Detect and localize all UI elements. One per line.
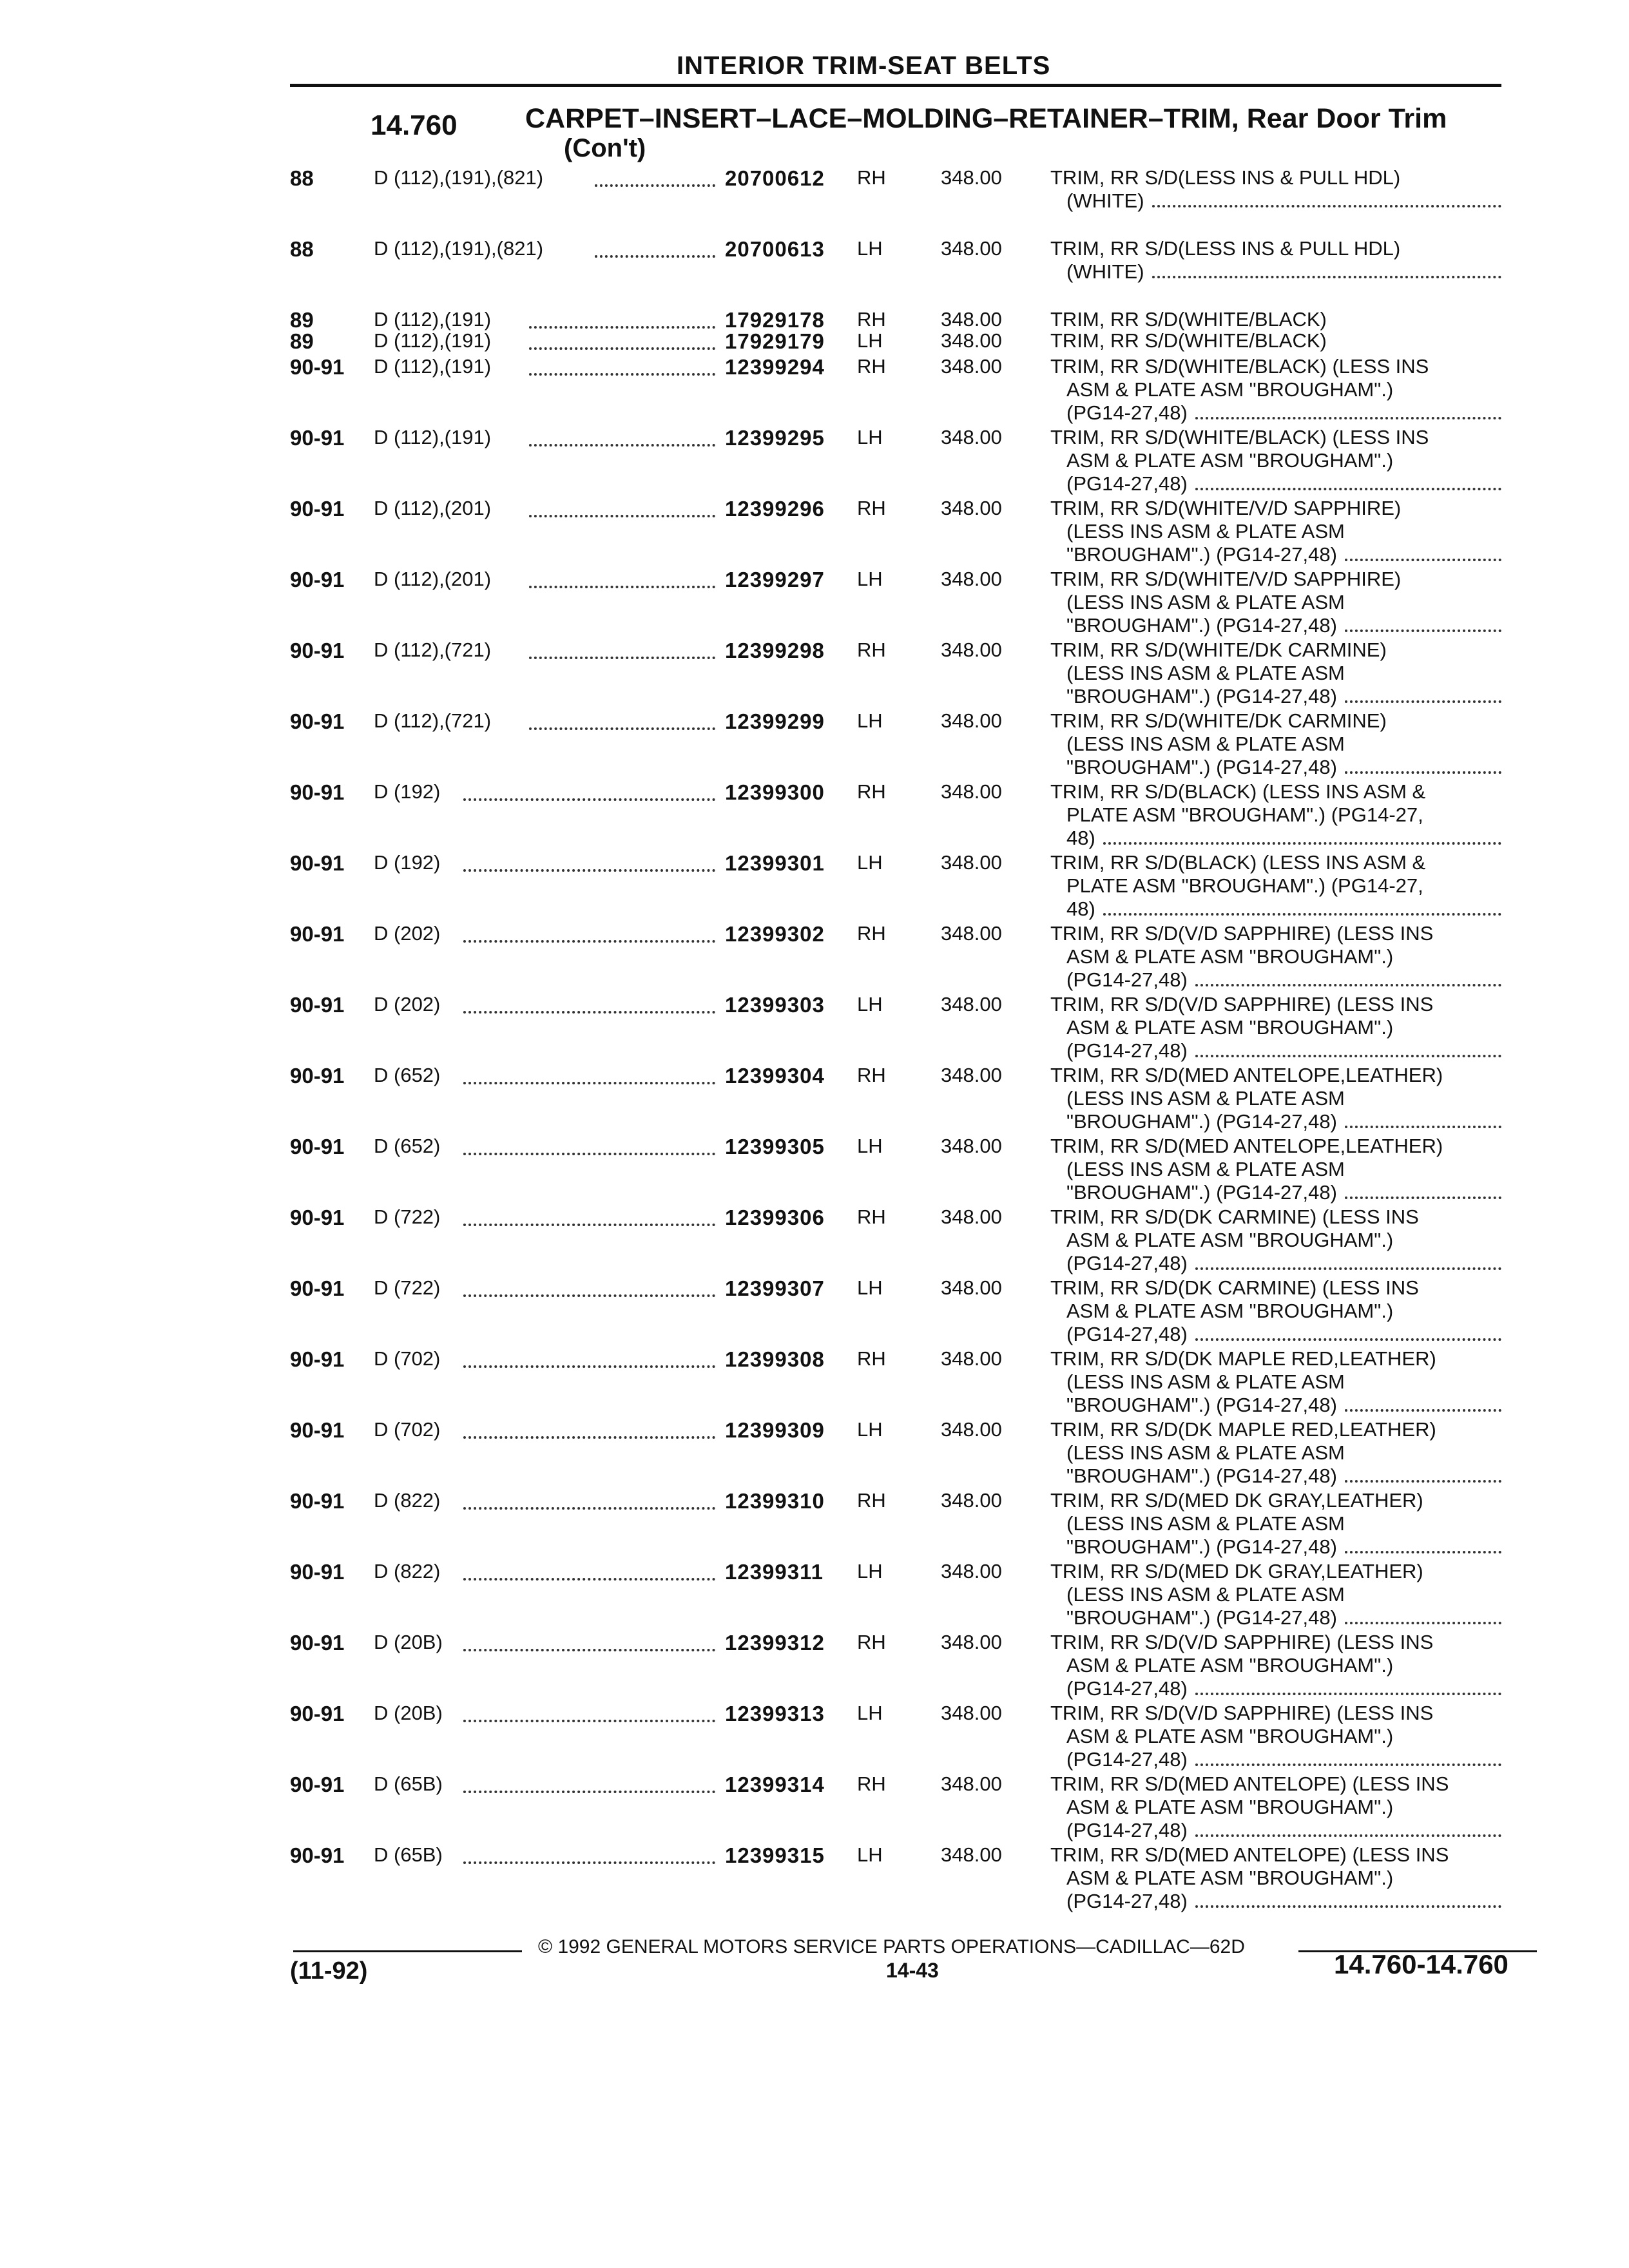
dot-leader: [463, 1778, 715, 1793]
price: 348.00: [941, 1560, 1002, 1582]
description-line: "BROUGHAM".) (PG14-27,48): [1066, 543, 1337, 566]
side: LH: [857, 426, 883, 448]
dot-leader: [1345, 1409, 1501, 1412]
description-line: "BROUGHAM".) (PG14-27,48): [1066, 1110, 1337, 1133]
part-number: 12399311: [725, 1560, 824, 1584]
dot-leader: [529, 313, 715, 329]
price: 348.00: [941, 780, 1002, 803]
side: LH: [857, 1418, 883, 1441]
description-line: TRIM, RR S/D(WHITE/DK CARMINE): [1050, 709, 1387, 732]
dot-leader: [529, 644, 715, 659]
description: [1050, 237, 1501, 284]
description-line: "BROUGHAM".) (PG14-27,48): [1066, 614, 1337, 637]
description-line: 48): [1066, 898, 1095, 920]
footer-page-number: 14-43: [886, 1959, 939, 1982]
dot-leader: [463, 1211, 715, 1226]
dot-leader: [463, 1140, 715, 1155]
side: RH: [857, 1347, 886, 1370]
model-year: 90-91: [290, 709, 345, 733]
description-line: ASM & PLATE ASM "BROUGHAM".): [1066, 1796, 1394, 1818]
part-number: 12399301: [725, 851, 825, 875]
dot-leader: [1345, 1622, 1501, 1624]
side: RH: [857, 355, 886, 378]
side: RH: [857, 308, 886, 331]
price: 348.00: [941, 1206, 1002, 1228]
page-header: INTERIOR TRIM-SEAT BELTS: [677, 52, 1051, 80]
side: LH: [857, 1843, 883, 1866]
dot-leader: [463, 1069, 715, 1084]
side: RH: [857, 639, 886, 661]
description-line: (WHITE): [1066, 260, 1144, 283]
dot-leader: [1345, 771, 1501, 774]
description-line: TRIM, RR S/D(MED ANTELOPE,LEATHER): [1050, 1064, 1443, 1086]
description-line: (PG14-27,48): [1066, 1677, 1188, 1700]
part-number: 12399313: [725, 1702, 825, 1725]
description-line: TRIM, RR S/D(WHITE/DK CARMINE): [1050, 639, 1387, 661]
dot-leader: [529, 334, 715, 350]
description-line: TRIM, RR S/D(WHITE/BLACK): [1050, 329, 1327, 352]
model-year: 89: [290, 308, 314, 332]
dot-leader: [1195, 488, 1501, 490]
body-trim-code: D (65B): [374, 1843, 443, 1866]
model-year: 90-91: [290, 1773, 345, 1796]
description-line: "BROUGHAM".) (PG14-27,48): [1066, 1181, 1337, 1204]
side: RH: [857, 1631, 886, 1653]
section-title: CARPET–INSERT–LACE–MOLDING–RETAINER–TRIM, Rear Door Trim: [525, 103, 1447, 134]
price: 348.00: [941, 1843, 1002, 1866]
description-line: (LESS INS ASM & PLATE ASM: [1066, 520, 1345, 543]
price: 348.00: [941, 166, 1002, 189]
part-number: 12399299: [725, 709, 825, 733]
body-trim-code: D (112),(191): [374, 329, 492, 352]
description-line: TRIM, RR S/D(V/D SAPPHIRE) (LESS INS: [1050, 922, 1434, 945]
description: [1050, 1560, 1501, 1629]
model-year: 90-91: [290, 780, 345, 804]
body-trim-code: D (192): [374, 780, 441, 803]
description-line: TRIM, RR S/D(MED ANTELOPE) (LESS INS: [1050, 1773, 1449, 1795]
part-number: 12399305: [725, 1135, 825, 1158]
body-trim-code: D (112),(201): [374, 568, 492, 590]
body-trim-code: D (65B): [374, 1773, 443, 1795]
description: [1050, 709, 1501, 779]
section-continued: (Con't): [564, 134, 646, 162]
description: [1050, 1843, 1501, 1913]
description-line: TRIM, RR S/D(WHITE/V/D SAPPHIRE): [1050, 568, 1402, 590]
price: 348.00: [941, 709, 1002, 732]
body-trim-code: D (192): [374, 851, 441, 874]
side: LH: [857, 1276, 883, 1299]
description-line: TRIM, RR S/D(LESS INS & PULL HDL): [1050, 166, 1401, 189]
body-trim-code: D (112),(721): [374, 639, 492, 661]
description-line: (LESS INS ASM & PLATE ASM: [1066, 662, 1345, 684]
price: 348.00: [941, 426, 1002, 448]
description-line: ASM & PLATE ASM "BROUGHAM".): [1066, 1725, 1394, 1747]
price: 348.00: [941, 497, 1002, 519]
description-line: (LESS INS ASM & PLATE ASM: [1066, 1370, 1345, 1393]
description-line: ASM & PLATE ASM "BROUGHAM".): [1066, 449, 1394, 472]
body-trim-code: D (20B): [374, 1702, 443, 1724]
dot-leader: [463, 785, 715, 801]
model-year: 90-91: [290, 1631, 345, 1655]
description: [1050, 1347, 1501, 1417]
dot-leader: [1103, 842, 1501, 845]
body-trim-code: D (652): [374, 1064, 441, 1086]
dot-leader: [529, 715, 715, 730]
section-heading: [371, 103, 1505, 174]
body-trim-code: D (722): [374, 1276, 441, 1299]
description-line: (PG14-27,48): [1066, 968, 1188, 991]
description-line: TRIM, RR S/D(MED DK GRAY,LEATHER): [1050, 1560, 1423, 1582]
body-trim-code: D (202): [374, 993, 441, 1015]
description-line: "BROUGHAM".) (PG14-27,48): [1066, 1465, 1337, 1487]
description-line: "BROUGHAM".) (PG14-27,48): [1066, 1606, 1337, 1629]
model-year: 90-91: [290, 426, 345, 450]
dot-leader: [1195, 1267, 1501, 1270]
description-line: TRIM, RR S/D(MED ANTELOPE) (LESS INS: [1050, 1843, 1449, 1866]
dot-leader: [1103, 913, 1501, 916]
dot-leader: [1345, 1551, 1501, 1553]
price: 348.00: [941, 1631, 1002, 1653]
dot-leader: [1195, 1834, 1501, 1837]
side: LH: [857, 1702, 883, 1724]
side: RH: [857, 166, 886, 189]
part-number: 12399297: [725, 568, 825, 591]
description-line: PLATE ASM "BROUGHAM".) (PG14-27,: [1066, 874, 1423, 897]
price: 348.00: [941, 1489, 1002, 1512]
price: 348.00: [941, 1064, 1002, 1086]
description: [1050, 851, 1501, 921]
side: RH: [857, 780, 886, 803]
dot-leader: [1195, 1055, 1501, 1057]
description-line: (LESS INS ASM & PLATE ASM: [1066, 591, 1345, 613]
description: [1050, 329, 1501, 352]
part-number: 12399312: [725, 1631, 825, 1655]
model-year: 90-91: [290, 1489, 345, 1513]
description-line: (PG14-27,48): [1066, 1252, 1188, 1274]
description-line: ASM & PLATE ASM "BROUGHAM".): [1066, 1867, 1394, 1889]
price: 348.00: [941, 1702, 1002, 1724]
description: [1050, 497, 1501, 566]
side: RH: [857, 1064, 886, 1086]
description: [1050, 426, 1501, 495]
part-number: 12399303: [725, 993, 825, 1017]
model-year: 90-91: [290, 1702, 345, 1725]
description-line: TRIM, RR S/D(WHITE/BLACK) (LESS INS: [1050, 426, 1429, 448]
description: [1050, 780, 1501, 850]
part-number: 17929178: [725, 308, 825, 332]
price: 348.00: [941, 355, 1002, 378]
description-line: ASM & PLATE ASM "BROUGHAM".): [1066, 378, 1394, 401]
footer-copyright: © 1992 GENERAL MOTORS SERVICE PARTS OPERATIONS—CADILLAC—62D: [538, 1936, 1245, 1957]
part-number: 20700612: [725, 166, 825, 190]
body-trim-code: D (112),(191),(821): [374, 237, 544, 260]
description-line: ASM & PLATE ASM "BROUGHAM".): [1066, 1300, 1394, 1322]
description-line: 48): [1066, 827, 1095, 849]
description-line: TRIM, RR S/D(WHITE/V/D SAPPHIRE): [1050, 497, 1402, 519]
description-line: (LESS INS ASM & PLATE ASM: [1066, 733, 1345, 755]
dot-leader: [1195, 1763, 1501, 1766]
description: [1050, 1702, 1501, 1771]
price: 348.00: [941, 1773, 1002, 1795]
description-line: TRIM, RR S/D(DK MAPLE RED,LEATHER): [1050, 1347, 1436, 1370]
body-trim-code: D (112),(721): [374, 709, 492, 732]
description: [1050, 1064, 1501, 1133]
dot-leader: [1195, 1338, 1501, 1341]
description-line: (PG14-27,48): [1066, 401, 1188, 424]
dot-leader: [1345, 1480, 1501, 1483]
description-line: TRIM, RR S/D(MED ANTELOPE,LEATHER): [1050, 1135, 1443, 1157]
body-trim-code: D (112),(191): [374, 426, 492, 448]
dot-leader: [1345, 700, 1501, 703]
body-trim-code: D (822): [374, 1489, 441, 1512]
description: [1050, 922, 1501, 992]
dot-leader: [463, 856, 715, 872]
side: RH: [857, 497, 886, 519]
description-line: (LESS INS ASM & PLATE ASM: [1066, 1441, 1345, 1464]
model-year: 90-91: [290, 639, 345, 662]
description-line: (PG14-27,48): [1066, 1890, 1188, 1912]
description-line: ASM & PLATE ASM "BROUGHAM".): [1066, 945, 1394, 968]
part-number: 12399296: [725, 497, 825, 521]
side: LH: [857, 329, 883, 352]
description-line: (LESS INS ASM & PLATE ASM: [1066, 1158, 1345, 1180]
body-trim-code: D (702): [374, 1418, 441, 1441]
part-number: 12399314: [725, 1773, 825, 1796]
part-number: 12399304: [725, 1064, 825, 1088]
description: [1050, 1206, 1501, 1275]
description-line: (PG14-27,48): [1066, 1039, 1188, 1062]
dot-leader: [595, 171, 715, 187]
body-trim-code: D (822): [374, 1560, 441, 1582]
price: 348.00: [941, 993, 1002, 1015]
price: 348.00: [941, 237, 1002, 260]
model-year: 90-91: [290, 1064, 345, 1088]
description-line: "BROUGHAM".) (PG14-27,48): [1066, 1394, 1337, 1416]
price: 348.00: [941, 922, 1002, 945]
body-trim-code: D (722): [374, 1206, 441, 1228]
footer-rule-left: [293, 1950, 522, 1952]
dot-leader: [529, 573, 715, 588]
description-line: TRIM, RR S/D(LESS INS & PULL HDL): [1050, 237, 1401, 260]
body-trim-code: D (112),(191): [374, 355, 492, 378]
dot-leader: [463, 927, 715, 943]
part-number: 12399306: [725, 1206, 825, 1229]
side: LH: [857, 1135, 883, 1157]
side: LH: [857, 993, 883, 1015]
model-year: 89: [290, 329, 314, 353]
dot-leader: [1195, 417, 1501, 419]
body-trim-code: D (652): [374, 1135, 441, 1157]
part-number: 12399295: [725, 426, 825, 450]
model-year: 90-91: [290, 1560, 345, 1584]
price: 348.00: [941, 851, 1002, 874]
dot-leader: [463, 1849, 715, 1864]
dot-leader: [1345, 629, 1501, 632]
description-line: TRIM, RR S/D(BLACK) (LESS INS ASM &: [1050, 851, 1426, 874]
description: [1050, 1418, 1501, 1488]
part-number: 12399315: [725, 1843, 825, 1867]
part-number: 12399302: [725, 922, 825, 946]
body-trim-code: D (202): [374, 922, 441, 945]
dot-leader: [1195, 984, 1501, 986]
description-line: TRIM, RR S/D(WHITE/BLACK) (LESS INS: [1050, 355, 1429, 378]
part-number: 12399307: [725, 1276, 825, 1300]
price: 348.00: [941, 1418, 1002, 1441]
side: LH: [857, 851, 883, 874]
description-line: TRIM, RR S/D(DK CARMINE) (LESS INS: [1050, 1276, 1419, 1299]
model-year: 90-91: [290, 568, 345, 591]
description-line: "BROUGHAM".) (PG14-27,48): [1066, 1535, 1337, 1558]
side: LH: [857, 1560, 883, 1582]
dot-leader: [463, 1494, 715, 1510]
part-number: 20700613: [725, 237, 825, 261]
side: LH: [857, 709, 883, 732]
price: 348.00: [941, 1276, 1002, 1299]
description-line: TRIM, RR S/D(WHITE/BLACK): [1050, 308, 1327, 331]
part-number: 12399300: [725, 780, 825, 804]
model-year: 90-91: [290, 1206, 345, 1229]
description-line: TRIM, RR S/D(BLACK) (LESS INS ASM &: [1050, 780, 1426, 803]
description: [1050, 993, 1501, 1062]
dot-leader: [463, 1423, 715, 1439]
model-year: 90-91: [290, 497, 345, 521]
dot-leader: [463, 1352, 715, 1368]
dot-leader: [595, 242, 715, 258]
description-line: (PG14-27,48): [1066, 1819, 1188, 1841]
description-line: (WHITE): [1066, 189, 1144, 212]
description-line: (PG14-27,48): [1066, 1323, 1188, 1345]
description: [1050, 568, 1501, 637]
model-year: 90-91: [290, 922, 345, 946]
part-number: 12399309: [725, 1418, 825, 1442]
price: 348.00: [941, 1347, 1002, 1370]
description-line: TRIM, RR S/D(MED DK GRAY,LEATHER): [1050, 1489, 1423, 1512]
part-number: 12399310: [725, 1489, 825, 1513]
dot-leader: [463, 1282, 715, 1297]
part-number: 12399298: [725, 639, 825, 662]
side: LH: [857, 568, 883, 590]
description-line: TRIM, RR S/D(V/D SAPPHIRE) (LESS INS: [1050, 1631, 1434, 1653]
body-trim-code: D (112),(201): [374, 497, 492, 519]
description-line: TRIM, RR S/D(DK CARMINE) (LESS INS: [1050, 1206, 1419, 1228]
model-year: 90-91: [290, 355, 345, 379]
model-year: 90-91: [290, 1418, 345, 1442]
dot-leader: [1195, 1693, 1501, 1695]
dot-leader: [1345, 559, 1501, 561]
model-year: 88: [290, 237, 314, 261]
model-year: 90-91: [290, 1843, 345, 1867]
description: [1050, 1489, 1501, 1559]
part-number: 17929179: [725, 329, 825, 353]
description-line: "BROUGHAM".) (PG14-27,48): [1066, 756, 1337, 778]
dot-leader: [463, 1636, 715, 1651]
description: [1050, 166, 1501, 213]
description-line: (PG14-27,48): [1066, 1748, 1188, 1771]
side: RH: [857, 922, 886, 945]
side: RH: [857, 1206, 886, 1228]
description: [1050, 308, 1501, 331]
dot-leader: [1195, 1905, 1501, 1908]
description-line: (LESS INS ASM & PLATE ASM: [1066, 1512, 1345, 1535]
price: 348.00: [941, 568, 1002, 590]
price: 348.00: [941, 639, 1002, 661]
footer-section-ref: 14.760-14.760: [1334, 1949, 1509, 1979]
side: RH: [857, 1489, 886, 1512]
side: RH: [857, 1773, 886, 1795]
description: [1050, 639, 1501, 708]
description: [1050, 1631, 1501, 1700]
dot-leader: [463, 1707, 715, 1722]
description-line: ASM & PLATE ASM "BROUGHAM".): [1066, 1229, 1394, 1251]
price: 348.00: [941, 329, 1002, 352]
description-line: "BROUGHAM".) (PG14-27,48): [1066, 685, 1337, 707]
dot-leader: [1345, 1126, 1501, 1128]
description: [1050, 1276, 1501, 1346]
body-trim-code: D (20B): [374, 1631, 443, 1653]
footer-date: (11-92): [290, 1957, 368, 1984]
description-line: TRIM, RR S/D(DK MAPLE RED,LEATHER): [1050, 1418, 1436, 1441]
side: LH: [857, 237, 883, 260]
model-year: 90-91: [290, 1276, 345, 1300]
description-line: (LESS INS ASM & PLATE ASM: [1066, 1583, 1345, 1606]
dot-leader: [463, 998, 715, 1014]
model-year: 90-91: [290, 851, 345, 875]
price: 348.00: [941, 1135, 1002, 1157]
dot-leader: [529, 431, 715, 447]
description-line: PLATE ASM "BROUGHAM".) (PG14-27,: [1066, 803, 1423, 826]
section-number: 14.760: [371, 110, 458, 141]
dot-leader: [529, 360, 715, 376]
body-trim-code: D (702): [374, 1347, 441, 1370]
model-year: 90-91: [290, 1135, 345, 1158]
dot-leader: [1152, 205, 1501, 207]
description-line: (LESS INS ASM & PLATE ASM: [1066, 1087, 1345, 1110]
description-line: TRIM, RR S/D(V/D SAPPHIRE) (LESS INS: [1050, 1702, 1434, 1724]
dot-leader: [463, 1565, 715, 1581]
dot-leader: [1345, 1196, 1501, 1199]
price: 348.00: [941, 308, 1002, 331]
dot-leader: [529, 502, 715, 517]
model-year: 90-91: [290, 993, 345, 1017]
description: [1050, 1135, 1501, 1204]
part-number: 12399294: [725, 355, 825, 379]
description-line: (PG14-27,48): [1066, 472, 1188, 495]
header-rule: [290, 84, 1501, 87]
model-year: 88: [290, 166, 314, 190]
description-line: TRIM, RR S/D(V/D SAPPHIRE) (LESS INS: [1050, 993, 1434, 1015]
description-line: ASM & PLATE ASM "BROUGHAM".): [1066, 1654, 1394, 1677]
description: [1050, 355, 1501, 425]
description-line: ASM & PLATE ASM "BROUGHAM".): [1066, 1016, 1394, 1039]
part-number: 12399308: [725, 1347, 825, 1371]
model-year: 90-91: [290, 1347, 345, 1371]
dot-leader: [1152, 276, 1501, 278]
body-trim-code: D (112),(191): [374, 308, 492, 331]
body-trim-code: D (112),(191),(821): [374, 166, 544, 189]
description: [1050, 1773, 1501, 1842]
